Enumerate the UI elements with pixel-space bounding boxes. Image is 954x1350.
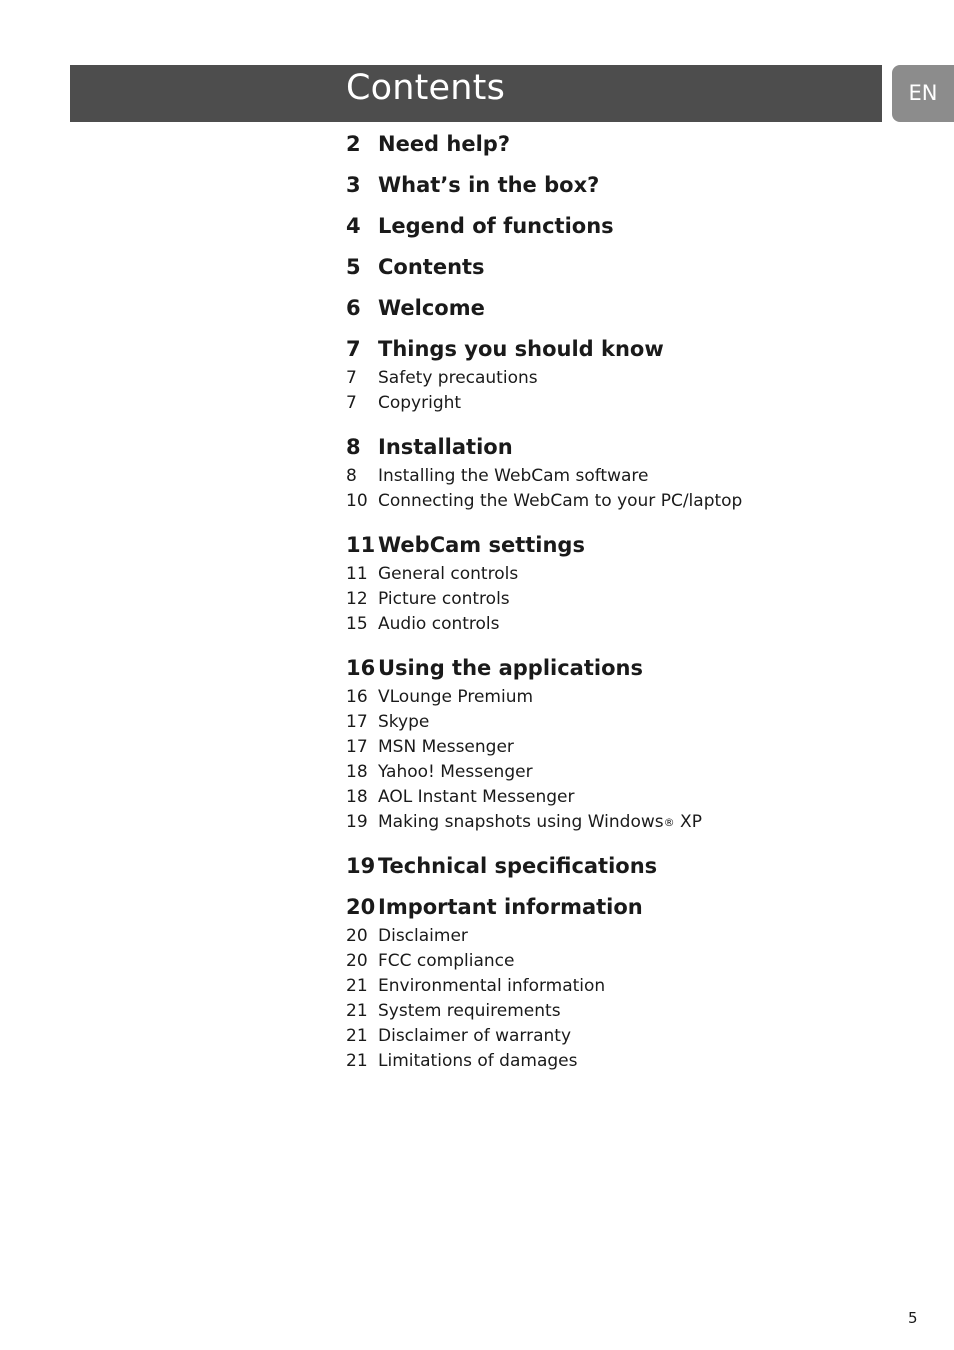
header-bar [70, 65, 882, 122]
toc-entry-title: Skype [378, 712, 430, 732]
toc-entry-title: Picture controls [378, 589, 510, 609]
toc-heading[interactable] [346, 209, 906, 250]
toc-entry[interactable] [346, 612, 906, 637]
toc-heading-page: 6 [346, 296, 361, 320]
toc-heading-title: WebCam settings [378, 533, 585, 557]
toc-heading[interactable] [346, 849, 906, 890]
toc-heading-page: 20 [346, 895, 376, 919]
toc-section [346, 528, 906, 651]
toc-entry[interactable] [346, 810, 906, 835]
toc-heading-page: 3 [346, 173, 361, 197]
toc-entry-page: 7 [346, 393, 357, 413]
section-spacer [346, 835, 906, 849]
section-spacer [346, 416, 906, 430]
toc-entry-title: VLounge Premium [378, 687, 534, 707]
toc-heading[interactable] [346, 890, 906, 924]
toc-entry-page: 21 [346, 1001, 368, 1021]
toc-heading-page: 7 [346, 337, 361, 361]
toc-entry[interactable] [346, 1049, 906, 1074]
toc-entry-suffix: XP [674, 812, 702, 832]
toc-section [346, 651, 906, 849]
toc-heading-page: 8 [346, 435, 361, 459]
toc-section [346, 250, 906, 291]
toc-entry[interactable] [346, 366, 906, 391]
toc-entry[interactable] [346, 464, 906, 489]
toc-entry-title: Audio controls [378, 614, 500, 634]
toc-entry-title: MSN Messenger [378, 737, 514, 757]
toc-entry-title: Environmental information [378, 976, 606, 996]
toc-heading-page: 2 [346, 132, 361, 156]
toc-entry-title: Copyright [378, 393, 462, 413]
toc-entry[interactable] [346, 949, 906, 974]
page-title: Contents [346, 68, 506, 108]
toc-heading-title: Need help? [378, 132, 511, 156]
toc-section [346, 127, 906, 168]
toc-entry-page: 11 [346, 564, 368, 584]
toc-entry[interactable] [346, 391, 906, 416]
toc-entry-page: 20 [346, 926, 368, 946]
toc-heading-title: Installation [378, 435, 513, 459]
toc-heading[interactable] [346, 168, 906, 209]
toc-entry[interactable] [346, 562, 906, 587]
toc-heading-title: Using the applications [378, 656, 643, 680]
section-spacer [346, 1074, 906, 1088]
toc-entry[interactable] [346, 1024, 906, 1049]
toc-heading-page: 16 [346, 656, 376, 680]
language-tab-label: EN [908, 81, 938, 105]
toc-heading-title: What’s in the box? [378, 173, 600, 197]
toc-section [346, 430, 906, 528]
table-of-contents [346, 127, 906, 1088]
toc-heading-title: Welcome [378, 296, 485, 320]
toc-entry[interactable] [346, 974, 906, 999]
toc-section [346, 168, 906, 209]
toc-entry-title: Installing the WebCam software [378, 466, 649, 486]
toc-entry-page: 10 [346, 491, 368, 511]
toc-entry-page: 21 [346, 976, 368, 996]
toc-entry[interactable] [346, 735, 906, 760]
toc-entry-title: Connecting the WebCam to your PC/laptop [378, 491, 743, 511]
toc-entry[interactable] [346, 760, 906, 785]
toc-entry-title: System requirements [378, 1001, 561, 1021]
toc-entry[interactable] [346, 685, 906, 710]
toc-heading-title: Contents [378, 255, 485, 279]
toc-entry-page: 15 [346, 614, 368, 634]
toc-heading[interactable] [346, 332, 906, 366]
toc-heading[interactable] [346, 430, 906, 464]
toc-entry-title: Disclaimer [378, 926, 468, 946]
toc-entry-title: Disclaimer of warranty [378, 1026, 572, 1046]
section-spacer [346, 514, 906, 528]
toc-heading-title: Things you should know [378, 337, 664, 361]
toc-heading-page: 4 [346, 214, 361, 238]
toc-entry-page: 18 [346, 787, 368, 807]
toc-heading-page: 19 [346, 854, 376, 878]
toc-entry[interactable] [346, 999, 906, 1024]
toc-entry-page: 20 [346, 951, 368, 971]
toc-heading-title: Important information [378, 895, 643, 919]
toc-heading-title: Technical specifications [378, 854, 658, 878]
toc-heading[interactable] [346, 127, 906, 168]
language-tab [892, 65, 954, 122]
toc-entry-page: 18 [346, 762, 368, 782]
toc-entry-title: Making snapshots using Windows [378, 812, 664, 832]
toc-heading-title: Legend of functions [378, 214, 614, 238]
toc-entry-page: 7 [346, 368, 357, 388]
toc-entry-page: 8 [346, 466, 357, 486]
toc-entry-page: 19 [346, 812, 368, 832]
toc-entry-page: 21 [346, 1051, 368, 1071]
toc-heading[interactable] [346, 291, 906, 332]
page-number: 5 [908, 1309, 918, 1327]
toc-section [346, 849, 906, 890]
toc-entry-title: AOL Instant Messenger [378, 787, 575, 807]
toc-heading[interactable] [346, 250, 906, 291]
toc-entry-title: Limitations of damages [378, 1051, 578, 1071]
toc-entry-page: 17 [346, 712, 368, 732]
toc-entry[interactable] [346, 785, 906, 810]
toc-section [346, 332, 906, 430]
toc-entry[interactable] [346, 924, 906, 949]
registered-mark: ® [663, 816, 675, 829]
toc-heading-page: 5 [346, 255, 361, 279]
toc-entry-page: 16 [346, 687, 368, 707]
toc-entry-page: 21 [346, 1026, 368, 1046]
toc-entry-page: 12 [346, 589, 368, 609]
toc-entry[interactable] [346, 710, 906, 735]
toc-heading[interactable] [346, 528, 906, 562]
toc-entry-title: Yahoo! Messenger [378, 762, 533, 782]
section-spacer [346, 637, 906, 651]
toc-entry-title: General controls [378, 564, 519, 584]
toc-entry-page: 17 [346, 737, 368, 757]
toc-entry[interactable] [346, 587, 906, 612]
toc-entry-title: FCC compliance [378, 951, 515, 971]
toc-section [346, 890, 906, 1088]
toc-entry[interactable] [346, 489, 906, 514]
toc-section [346, 209, 906, 250]
toc-heading[interactable] [346, 651, 906, 685]
toc-entry-title: Safety precautions [378, 368, 538, 388]
toc-heading-page: 11 [346, 533, 376, 557]
toc-section [346, 291, 906, 332]
